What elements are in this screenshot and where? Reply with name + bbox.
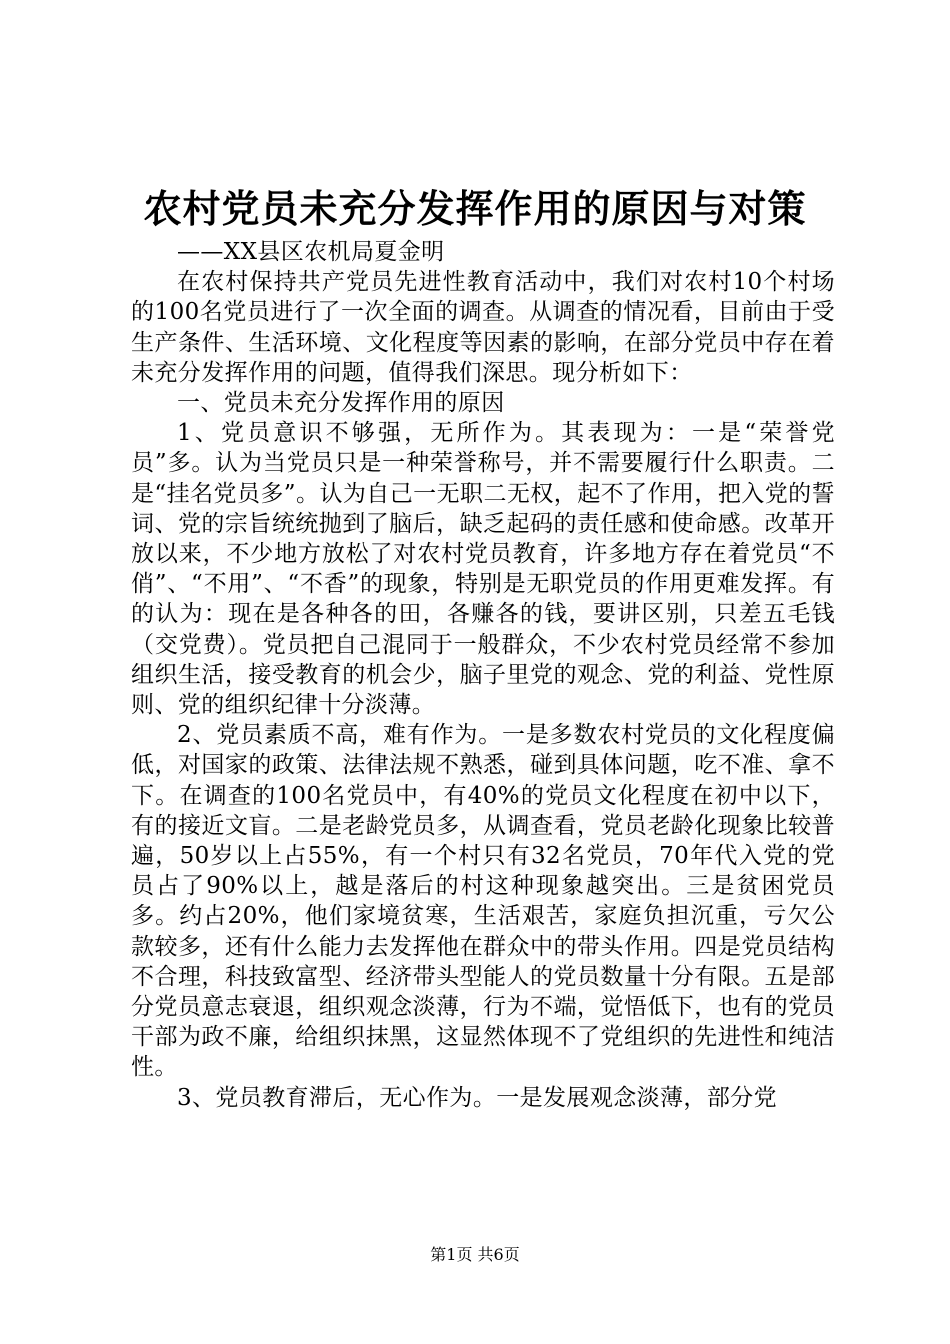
document-title: 农村党员未充分发挥作用的原因与对策 [143, 186, 807, 231]
document-body [131, 237, 835, 1113]
byline: ——XX县区农机局夏金明 [177, 239, 445, 265]
paragraph-point-1: 1、党员意识不够强，无所作为。其表现为：一是“荣誉党员”多。认为当党员只是一种荣誉称号，并不需要履行什么职责。二是“挂名党员多”。认为自己一无职二无权，起不了作用，把入党的誓词、党的宗旨统统抛到了脑后，缺乏起码的责任感和使命感。改革开放以来，不少地方放松了对农村党员教育，许多地方存在着党员“不俏”、“不用”、“不香”的现象，特别是无职党员的作用更难发挥。有的认为：现在是各种各的田，各赚各的钱，要讲区别，只差五毛钱（交党费）。党员把自己混同于一般群众，不少农村党员经常不参加组织生活，接受教育的机会少，脑子里党的观念、党的利益、党性原则、党的组织纪律十分淡薄。 [131, 420, 835, 719]
paragraph-intro: 在农村保持共产党员先进性教育活动中，我们对农村10个村场的100名党员进行了一次全面的调查。从调查的情况看，目前由于受生产条件、生活环境、文化程度等因素的影响，在部分党员中存在着未充分发挥作用的问题，值得我们深思。现分析如下： [131, 269, 835, 386]
page-number-footer: 第1页 共6页 [430, 1245, 520, 1264]
paragraph-point-2: 2、党员素质不高，难有作为。一是多数农村党员的文化程度偏低，对国家的政策、法律法规不熟悉，碰到具体问题，吃不准、拿不下。在调查的100名党员中，有40%的党员文化程度在初中以下，有的接近文盲。二是老龄党员多，从调查看，党员老龄化现象比较普遍，50岁以上占55%，有一个村只有32名党员，70年代入党的党员占了90%以上，越是落后的村这种现象越突出。三是贫困党员多。约占20%，他们家境贫寒，生活艰苦，家庭负担沉重，亏欠公款较多，还有什么能力去发挥他在群众中的带头作用。四是党员结构不合理，科技致富型、经济带头型能人的党员数量十分有限。五是部分党员意志衰退，组织观念淡薄，行为不端，觉悟低下，也有的党员干部为政不廉，给组织抹黑，这显然体现不了党组织的先进性和纯洁性。 [131, 722, 835, 1081]
section-heading: 一、党员未充分发挥作用的原因 [177, 390, 505, 417]
paragraph-point-3: 3、党员教育滞后，无心作为。一是发展观念淡薄，部分党 [177, 1084, 778, 1111]
